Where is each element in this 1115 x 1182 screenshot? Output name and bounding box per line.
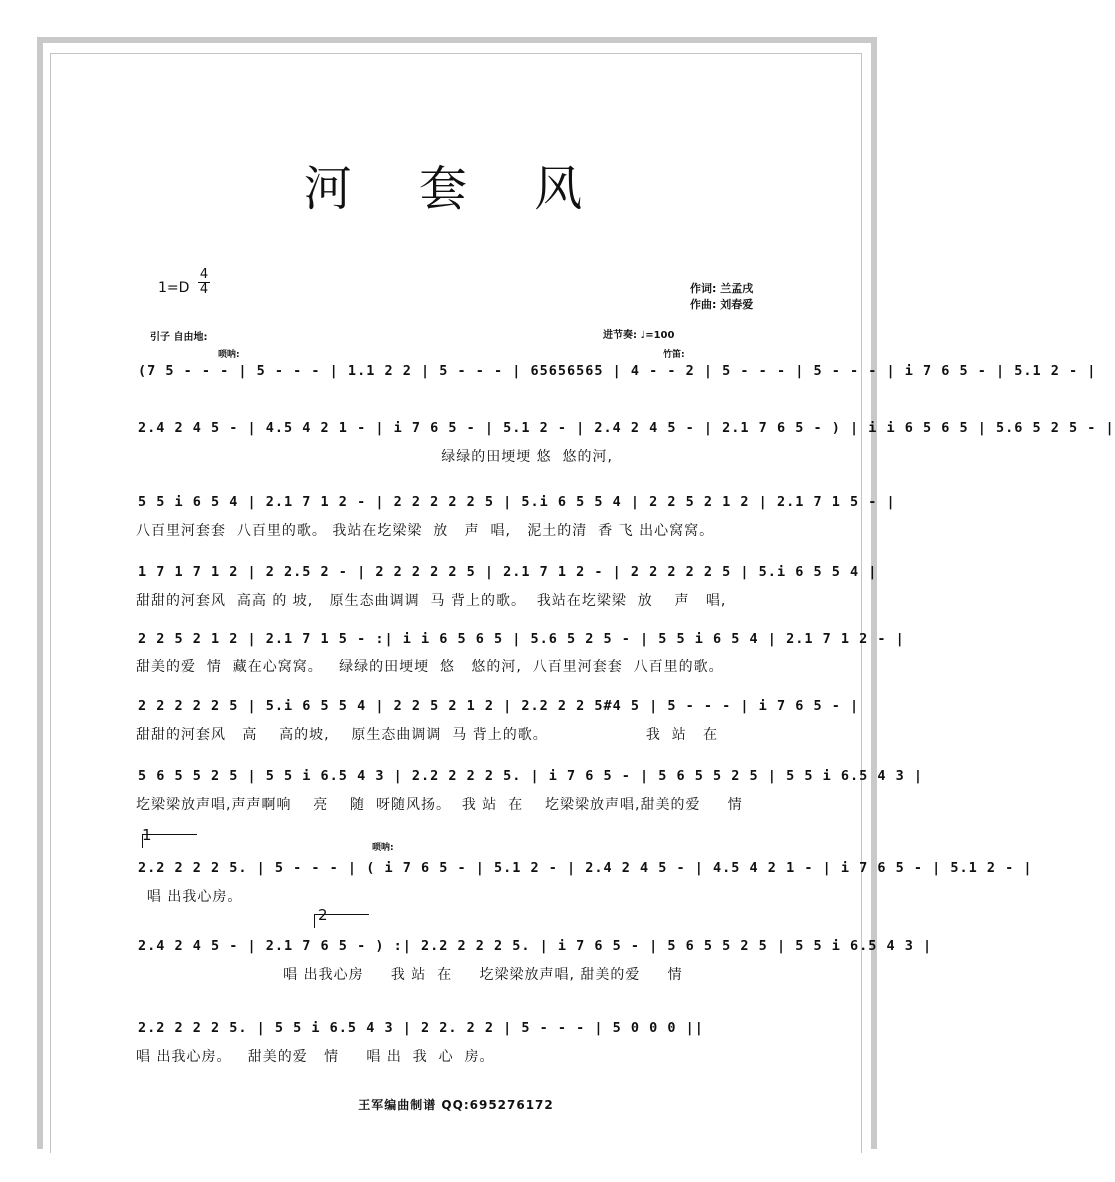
lyrics-row-8: 唱 出我心房。 [136,889,243,905]
bamboo-flute-label: 竹笛: [663,350,685,360]
time-signature-bottom: 4 [199,282,209,297]
song-title: 河 套 风 [303,161,609,217]
notation-row-3: 5 5 i 6 5 4 | 2.1 7 1 2 - | 2 2 2 2 2 5 | 5.i 6 5 5 4 | 2 2 5 2 1 2 | 2.1 7 1 5 - | [138,494,896,510]
volta-2 [318,906,328,924]
volta-1-bracket [142,834,143,848]
notation-row-1: (7 5 - - - | 5 - - - | 1.1 2 2 | 5 - - - | 65656565 | 4 - - 2 | 5 - - - | 5 - - - | i 7 6 5 - | 5.1 2 - | [138,363,1097,379]
tempo-label: 进节奏: ♩=100 [603,330,675,341]
lyrics-row-9: 唱 出我心房 我 站 在 圪梁梁放声唱, 甜美的爱 情 [136,967,683,983]
notation-row-4: 1 7 1 7 1 2 | 2 2.5 2 - | 2 2 2 2 2 5 | 2.1 7 1 2 - | 2 2 2 2 2 5 | 5.i 6 5 5 4 | [138,564,878,580]
composer-credit: 作曲: 刘春爱 [690,298,754,311]
lyrics-row-2: 绿绿的田埂埂 悠 悠的河, [136,449,614,465]
notation-row-2: 2.4 2 4 5 - | 4.5 4 2 1 - | i 7 6 5 - | 5.1 2 - | 2.4 2 4 5 - | 2.1 7 6 5 - ) | i i 6 5 6 5 | 5.6 5 2 5 - | [138,420,1115,436]
volta-2-number: 2 [318,906,328,924]
lyrics-row-10: 唱 出我心房。 甜美的爱 情 唱 出 我 心 房。 [136,1049,495,1065]
volta-1-number: 1 [142,826,152,844]
volta-1 [142,826,152,844]
lyrics-row-4: 甜甜的河套风 高高 的 坡, 原生态曲调调 马 背上的歌。 我站在圪梁梁 放 声 唱, [136,593,727,609]
notation-row-7: 5 6 5 5 2 5 | 5 5 i 6.5 4 3 | 2.2 2 2 2 5. | i 7 6 5 - | 5 6 5 5 2 5 | 5 5 i 6.5 4 3 | [138,768,923,784]
lyrics-row-7: 圪梁梁放声唱,声声啊响 亮 随 呀随风扬。 我 站 在 圪梁梁放声唱,甜美的爱 情 [136,797,743,813]
intro-label: 引子 自由地: [150,332,208,343]
notation-row-10: 2.2 2 2 2 5. | 5 5 i 6.5 4 3 | 2 2. 2 2 | 5 - - - | 5 0 0 0 || [138,1020,704,1036]
volta-2-line [314,914,369,915]
lyrics-row-6: 甜甜的河套风 高 高的坡, 原生态曲调调 马 背上的歌。 我 站 在 [136,727,719,743]
lyrics-row-3: 八百里河套套 八百里的歌。 我站在圪梁梁 放 声 唱, 泥土的清 香 飞 出心窝窝。 [136,523,715,539]
time-signature [198,268,210,297]
notation-row-6: 2 2 2 2 2 5 | 5.i 6 5 5 4 | 2 2 5 2 1 2 | 2.2 2 2 5#4 5 | 5 - - - | i 7 6 5 - | [138,698,860,714]
lyricist-credit: 作词: 兰孟戌 [690,282,754,295]
arranger-footer: 王军编曲制谱 QQ:695276172 [358,1098,554,1112]
notation-row-9: 2.4 2 4 5 - | 2.1 7 6 5 - ) :| 2.2 2 2 2 5. | i 7 6 5 - | 5 6 5 5 2 5 | 5 5 i 6.5 4 3 | [138,938,933,954]
suona-label: 唢呐: [218,350,240,360]
key-signature: 1=D [158,280,190,296]
notation-row-5: 2 2 5 2 1 2 | 2.1 7 1 5 - :| i i 6 5 6 5 | 5.6 5 2 5 - | 5 5 i 6 5 4 | 2.1 7 1 2 - | [138,631,905,647]
time-signature-top: 4 [199,267,209,282]
lyrics-row-5: 甜美的爱 情 藏在心窝窝。 绿绿的田埂埂 悠 悠的河, 八百里河套套 八百里的歌。 [136,659,724,675]
suona-label-2: 唢呐: [372,843,394,853]
volta-1-line [142,834,197,835]
notation-row-8: 2.2 2 2 2 5. | 5 - - - | ( i 7 6 5 - | 5.1 2 - | 2.4 2 4 5 - | 4.5 4 2 1 - | i 7 6 5 - | 5.1 2 - | [138,860,1033,876]
volta-2-bracket [314,914,315,928]
